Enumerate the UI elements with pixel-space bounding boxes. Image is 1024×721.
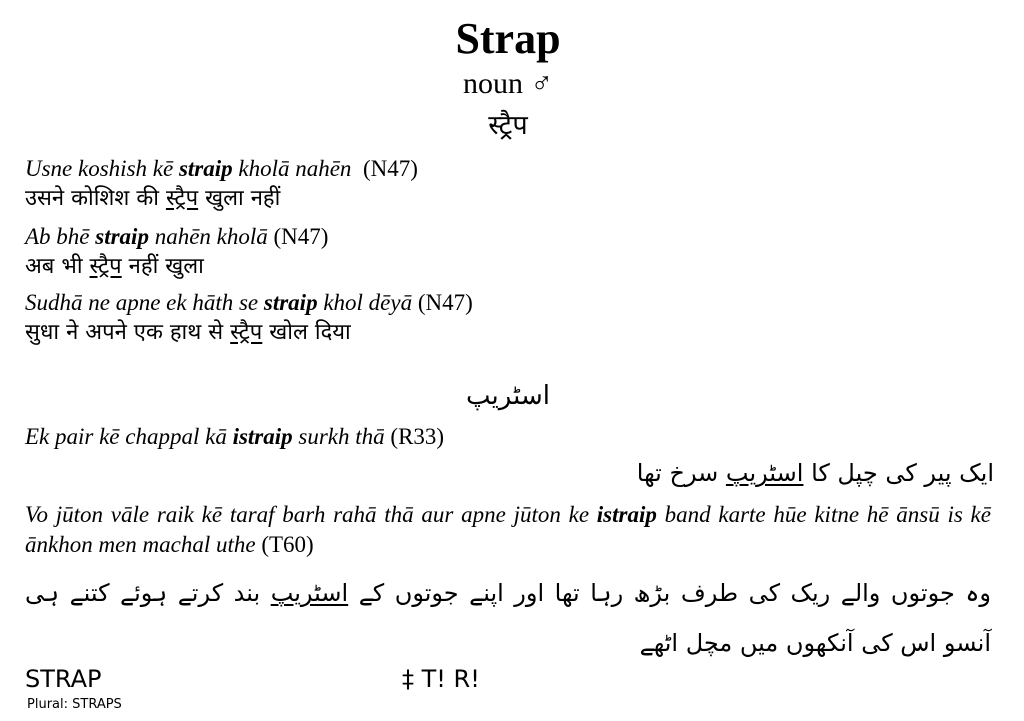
example-text: nahēn kholā — [148, 224, 268, 249]
example-hindi — [25, 184, 280, 214]
example-transliteration — [25, 222, 328, 252]
example-text: Vo jūton vāle raik kē taraf barh rahā thā aur apne jūton ke — [25, 502, 597, 527]
example-transliteration — [25, 288, 473, 318]
example-reference: (T60) — [261, 532, 314, 557]
example-text: kholā nahēn — [232, 156, 352, 181]
example-text: Ab bhē — [25, 224, 96, 249]
example-text: surkh thā — [292, 424, 385, 449]
example-transliteration — [25, 500, 991, 560]
example-reference: (R33) — [390, 424, 445, 449]
example-text: Ek pair kē chappal kā — [25, 424, 233, 449]
hindi-text: उसने कोशिश की — [25, 186, 166, 211]
urdu-headword: اسٹریپ — [466, 381, 550, 411]
example-reference: (N47) — [362, 156, 418, 181]
example-reference: (N47) — [273, 224, 329, 249]
example-keyword: istraip — [596, 502, 657, 527]
part-of-speech: noun ♂ — [463, 67, 553, 100]
footer-mark: ‡ T! R! — [402, 665, 480, 693]
hindi-keyword: स्ट्रैप — [165, 186, 199, 211]
example-keyword: istraip — [232, 424, 293, 449]
example-keyword: straip — [178, 156, 233, 181]
hindi-text: सुधा ने अपने एक हाथ से — [25, 320, 231, 345]
hindi-headword: स्ट्रैप — [488, 110, 528, 141]
example-hindi — [25, 252, 204, 282]
urdu-keyword: اسٹریپ — [270, 579, 349, 607]
example-text: khol dēyā — [317, 290, 413, 315]
hindi-text: खुला नहीं — [198, 186, 281, 211]
hindi-text: अब भी — [25, 254, 90, 279]
urdu-text: سرخ تھا — [636, 459, 726, 487]
example-text: Sudhā ne apne ek hāth se — [25, 290, 264, 315]
example-urdu — [637, 456, 994, 490]
example-keyword: straip — [263, 290, 318, 315]
example-hindi — [25, 318, 351, 348]
footer-word: STRAP — [25, 665, 102, 693]
hindi-keyword: स्ट्रैप — [89, 254, 122, 279]
example-keyword: straip — [95, 224, 149, 249]
hindi-text: खोल दिया — [262, 320, 351, 345]
headword: Strap — [455, 14, 561, 63]
example-text: Usne koshish kē — [25, 156, 179, 181]
example-transliteration — [25, 154, 418, 184]
urdu-text: بند کرتے ہوئے کتنے ہی آنسو اس کی آنکھوں میں مچل اٹھے — [25, 579, 991, 657]
example-transliteration — [25, 422, 444, 452]
example-urdu — [25, 568, 991, 668]
urdu-text: وہ جوتوں والے ریک کی طرف بڑھ رہا تھا اور اپنے جوتوں کے — [348, 579, 991, 607]
plural-form: Plural: STRAPS — [27, 697, 122, 712]
hindi-text: नहीं खुला — [121, 254, 204, 279]
urdu-keyword: اسٹریپ — [725, 459, 804, 487]
urdu-text: ایک پیر کی چپل کا — [803, 459, 994, 487]
example-reference: (N47) — [417, 290, 473, 315]
hindi-keyword: स्ट्रैप — [230, 320, 263, 345]
example-text: band karte hūe kitne hē ānsū is kē ānkhon men machal uthe — [25, 502, 991, 557]
